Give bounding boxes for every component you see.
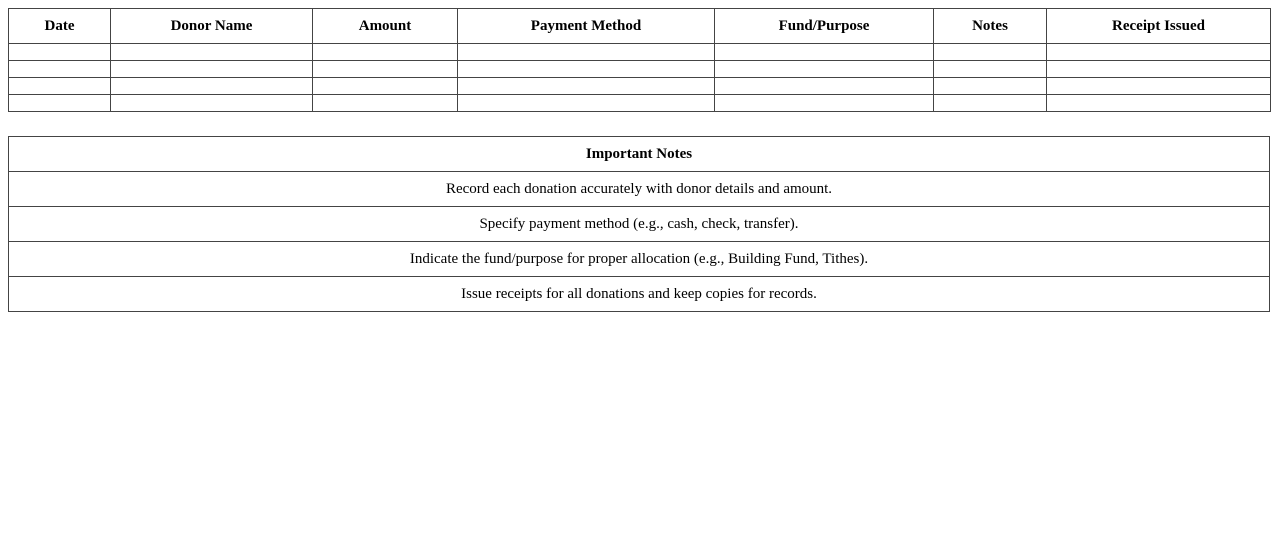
- note-item: Issue receipts for all donations and keep copies for records.: [9, 277, 1270, 312]
- table-row: [9, 44, 1271, 61]
- column-header-date: Date: [9, 9, 111, 44]
- notes-header-row: [9, 137, 1270, 172]
- table-row: [9, 61, 1271, 78]
- cell-fund-purpose[interactable]: [715, 61, 934, 78]
- note-row: [9, 242, 1270, 277]
- cell-fund-purpose[interactable]: [715, 44, 934, 61]
- cell-donor-name[interactable]: [111, 95, 313, 112]
- table-row: [9, 95, 1271, 112]
- note-item: Specify payment method (e.g., cash, check, transfer).: [9, 207, 1270, 242]
- cell-notes[interactable]: [934, 44, 1047, 61]
- important-notes-table: [8, 136, 1270, 312]
- cell-notes[interactable]: [934, 78, 1047, 95]
- cell-amount[interactable]: [313, 95, 458, 112]
- cell-date[interactable]: [9, 61, 111, 78]
- column-header-amount: Amount: [313, 9, 458, 44]
- note-row: [9, 172, 1270, 207]
- cell-date[interactable]: [9, 78, 111, 95]
- cell-receipt-issued[interactable]: [1047, 44, 1271, 61]
- header-row: [9, 9, 1271, 44]
- cell-amount[interactable]: [313, 61, 458, 78]
- cell-donor-name[interactable]: [111, 44, 313, 61]
- column-header-notes: Notes: [934, 9, 1047, 44]
- cell-amount[interactable]: [313, 44, 458, 61]
- cell-amount[interactable]: [313, 78, 458, 95]
- cell-notes[interactable]: [934, 61, 1047, 78]
- cell-date[interactable]: [9, 95, 111, 112]
- note-item: Record each donation accurately with donor details and amount.: [9, 172, 1270, 207]
- column-header-payment-method: Payment Method: [458, 9, 715, 44]
- cell-donor-name[interactable]: [111, 61, 313, 78]
- note-row: [9, 207, 1270, 242]
- cell-notes[interactable]: [934, 95, 1047, 112]
- cell-payment-method[interactable]: [458, 44, 715, 61]
- cell-donor-name[interactable]: [111, 78, 313, 95]
- cell-fund-purpose[interactable]: [715, 95, 934, 112]
- cell-fund-purpose[interactable]: [715, 78, 934, 95]
- cell-receipt-issued[interactable]: [1047, 95, 1271, 112]
- cell-payment-method[interactable]: [458, 61, 715, 78]
- cell-date[interactable]: [9, 44, 111, 61]
- cell-payment-method[interactable]: [458, 78, 715, 95]
- column-header-fund-purpose: Fund/Purpose: [715, 9, 934, 44]
- column-header-donor-name: Donor Name: [111, 9, 313, 44]
- column-header-receipt-issued: Receipt Issued: [1047, 9, 1271, 44]
- cell-receipt-issued[interactable]: [1047, 78, 1271, 95]
- table-row: [9, 78, 1271, 95]
- notes-title: Important Notes: [9, 137, 1270, 172]
- donation-log-table: [8, 8, 1271, 112]
- cell-payment-method[interactable]: [458, 95, 715, 112]
- cell-receipt-issued[interactable]: [1047, 61, 1271, 78]
- note-item: Indicate the fund/purpose for proper allocation (e.g., Building Fund, Tithes).: [9, 242, 1270, 277]
- note-row: [9, 277, 1270, 312]
